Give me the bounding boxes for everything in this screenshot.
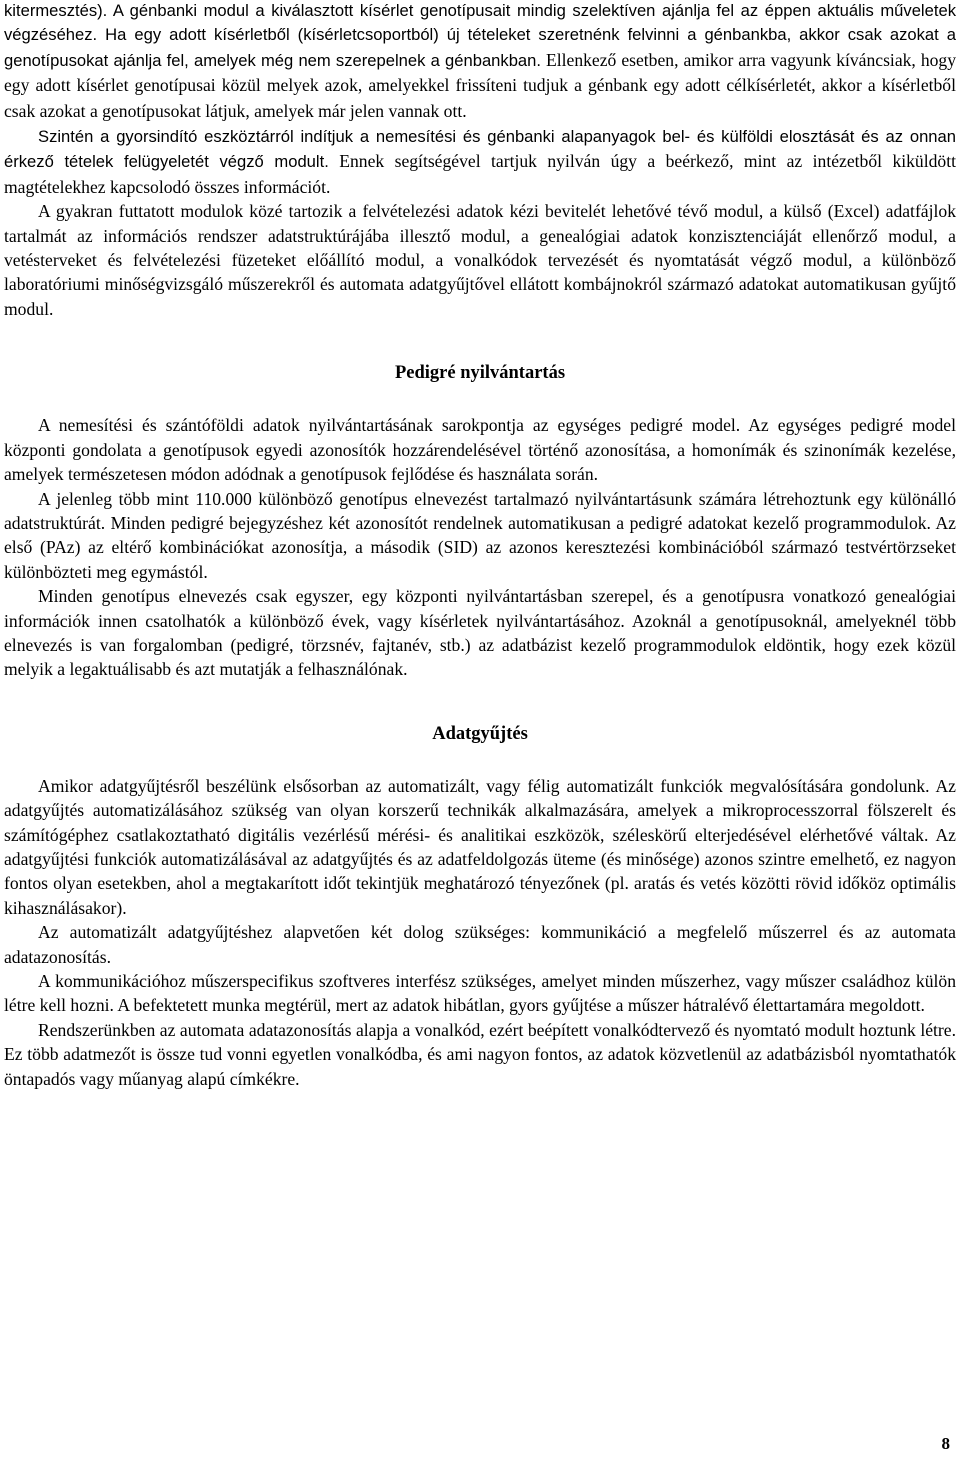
paragraph-intro-part-2: Ellenkező esetben, amikor arra vagyunk kíváncsiak, hogy egy adott kísérlet genotípusai közül melyek azok, amelyekkel frissíteni tudjuk a génbank egy adott célkísérletét, akkor a kísérletből csak azokat a genotípusokat látjuk, amelyek már jelen vannak ott. xyxy=(4,49,957,121)
paragraph-intro-part-1: kitermesztés). A génbanki modul a kiválasztott kísérlet genotípusait mindig szelektíven ajánlja fel az éppen aktuális műveletek végzéséhez. Ha egy adott kísérletből (kísérletcsoportból) új tételeket szeretnénk felvinni a génbankba, akkor csak azokat a genotípusokat ajánlja fel, amelyek még nem szerepelnek a génbankban. xyxy=(4,1,956,70)
paragraph-communication: A kommunikációhoz műszerspecifikus szoftveres interfész szükséges, amelyet minden műszerhez, vagy műszer családhoz külön létre kell hozni. A befektetett munka megtérül, mert az adatok hibátlan, gyors gyűjtése a műszer hátralévő élettartamára megoldott. xyxy=(4,971,956,1016)
paragraph-pedigree-registry: A jelenleg több mint 110.000 különböző genotípus elnevezést tartalmazó nyilvántartásunk számára létrehoztunk egy különálló adatstruktúrát. Minden pedigré bejegyzéshez két azonosítót rendelnek automatikusan a pedigré adatokat kezelő programmodulok. Az első (PAz) az eltérő kombinációkat azonosítja, a második (SID) az azonos keresztezési kombinációból származó testvértörzseket különbözteti meg egymástól. xyxy=(4,488,956,582)
paragraph-barcode: Rendszerünkben az automata adatazonosítás alapja a vonalkód, ezért beépített vonalkódtervező és nyomtató modult hoztunk létre. Ez több adatmezőt is össze tud vonni egyetlen vonalkódba, és ami nagyon fontos, az adatok közvetlenül az adatbázisból nyomtathatók öntapadós vagy műanyag alapú címkékre. xyxy=(4,1019,956,1089)
paragraph-distribution xyxy=(4,124,956,199)
paragraph-pedigree-model: A nemesítési és szántóföldi adatok nyilvántartásának sarokpontja az egységes pedigré model. Az egységes pedigré model központi gondolata a genotípusok egyedi azonosítók hozzárendelésével történő azonosítása, a homonímák és szinonímák kezelése, amelyek természetesen módon adódnak a genotípusok fejlődése és használata során. xyxy=(4,415,956,485)
paragraph-modules: A gyakran futtatott modulok közé tartozik a felvételezési adatok kézi bevitelét lehetővé tévő modul, a külső (Excel) adatfájlok tartalmát az információs rendszer adatstruktúrájába illesztő modul, a genealógiai adatok konzisztenciáját ellenőrző modul, a vetésterveket és felvételezési füzeteket előállító modul, a vonalkódok tervezését és nyomtatását végző modul, a különböző laboratóriumi minőségvizsgáló műszerekről és automata adatgyűjtővel ellátott kombájnokról származó adatokat automatikusan gyűjtő modul. xyxy=(4,201,956,319)
page-number: 8 xyxy=(941,1434,950,1453)
paragraph-distribution-part-2: Ennek segítségével tartjuk nyilván úgy a beérkező, mint az intézetből kiküldött magtételekhez kapcsolodó összes információt. xyxy=(4,151,956,197)
paragraph-pedigree-names: Minden genotípus elnevezés csak egyszer, egy központi nyilvántartásban szerepel, és a genotípusra vonatkozó genealógiai információk innen csatolhatók a különböző évek, vagy kísérletek nyilvántartásához. Azoknál a genotípusoknál, amelyeknél több elnevezés is van forgalomban (pedigré, törzsnév, fajtanév, stb.) az adatbázist kezelő programmodulok eldöntik, hogy ezek közül melyik a legaktuálisabb és azt mutatják a felhasználónak. xyxy=(4,586,956,680)
document-page xyxy=(4,0,956,1091)
section-heading-pedigree: Pedigré nyilvántartás xyxy=(394,363,566,384)
paragraph-data-collection-requirements: Az automatizált adatgyűjtéshez alapvetően két dolog szükséges: kommunikáció a megfelelő műszerrel és az automata adatazonosítás. xyxy=(4,922,956,967)
paragraph-intro xyxy=(4,0,956,124)
section-heading-data-collection: Adatgyűjtés xyxy=(432,723,528,744)
paragraph-data-collection-intro: Amikor adatgyűjtésről beszélünk elsősorban az automatizált, vagy félig automatizált funkciók megvalósítására gondolunk. Az adatgyűjtés automatizálásához szükség van olyan korszerű technikák alkalmazására, amelyek a mikroprocesszorral fölszerelt és számítógéphez csatlakoztatható digitális vezérlésű mérési- és analitikai eszközök, széleskörű elterjedésével elérhetővé váltak. Az adatgyűjtési funkciók automatizálásával az adatgyűjtés és az adatfeldolgozás üteme (és minősége) azonos szintre emelhető, ez nagyon fontos olyan esetekben, ahol a megtakarított időt tekintjük meghatározó tényezőnek (pl. aratás és vetés közötti rövid időköz optimális kihasználásakor). xyxy=(4,775,956,918)
paragraph-distribution-part-1: Szintén a gyorsindító eszköztárról indítjuk a nemesítési és génbanki alapanyagok bel- és külföldi elosztását és az onnan érkező tételek felügyeletét végző modult. xyxy=(4,127,956,172)
